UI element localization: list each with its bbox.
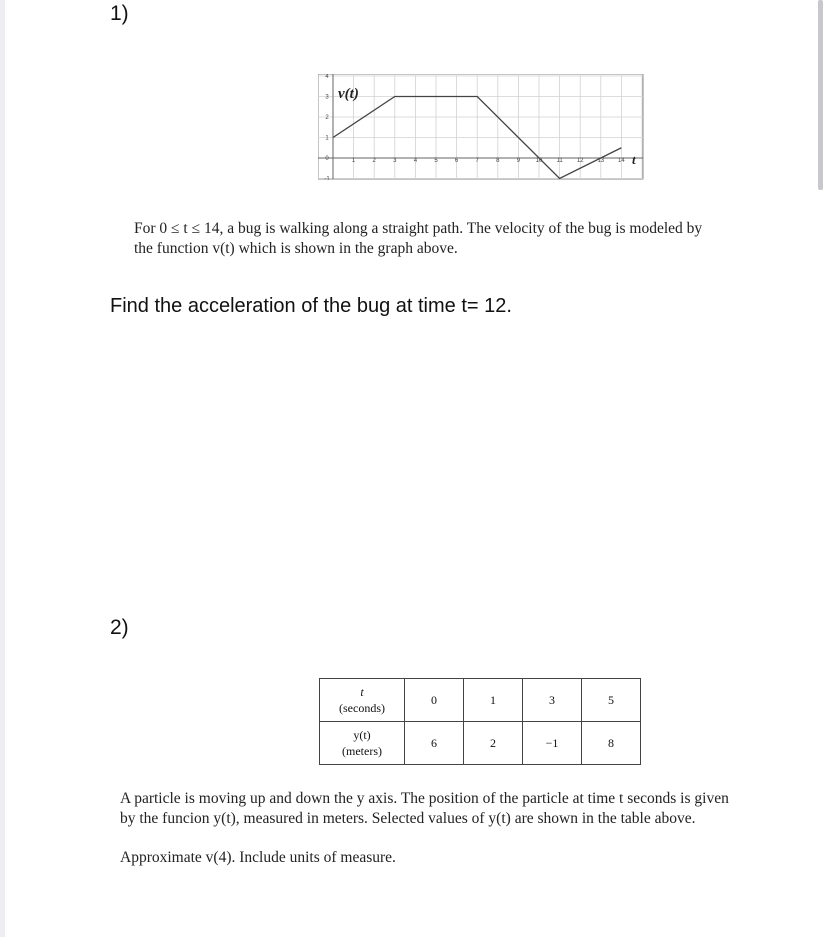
- question-1-description-line1: For 0 ≤ t ≤ 14, a bug is walking along a straight path. The velocity of the bug is modeled by: [134, 220, 703, 237]
- header-t-unit: (seconds): [339, 701, 385, 715]
- y-tick-label: 2: [325, 115, 329, 121]
- header-y-symbol: y(t): [353, 728, 371, 742]
- question-1-description-line2: the function v(t) which is shown in the graph above.: [134, 240, 458, 257]
- header-t-symbol: t: [360, 685, 364, 699]
- question-1-prompt: Find the acceleration of the bug at time t= 12.: [110, 295, 512, 317]
- x-tick-label: 14: [618, 158, 625, 164]
- table-cell: 3: [523, 679, 582, 722]
- table-cell: −1: [523, 722, 582, 765]
- y-tick-label: 1: [325, 135, 329, 142]
- page-left-edge: [0, 0, 5, 937]
- table-cell: 0: [405, 679, 464, 722]
- table-row-y: [320, 722, 641, 765]
- question-1-description: [134, 219, 784, 259]
- graph-t-axis-label: t: [632, 152, 636, 167]
- table-cell: 8: [582, 722, 641, 765]
- x-tick-label: 8: [496, 158, 500, 164]
- x-tick-label: 3: [393, 158, 397, 164]
- x-tick-label: 12: [576, 158, 584, 164]
- x-tick-label: 4: [413, 158, 418, 164]
- question-1-number: 1): [110, 2, 129, 25]
- y-tick-label: 4: [325, 74, 329, 80]
- x-tick-label: 9: [516, 158, 521, 164]
- y-tick-label: 0: [325, 156, 329, 162]
- x-tick-label: 6: [454, 158, 459, 164]
- x-tick-label: 2: [372, 158, 376, 164]
- table-cell: 1: [464, 679, 523, 722]
- velocity-graph: [318, 74, 644, 180]
- table-header-y: [320, 722, 405, 765]
- x-tick-label: 11: [556, 158, 563, 164]
- table-cell: 6: [405, 722, 464, 765]
- x-tick-label: 5: [434, 158, 438, 164]
- question-2-description: [120, 789, 810, 829]
- table-header-t: [320, 679, 405, 722]
- table-cell: 2: [464, 722, 523, 765]
- position-table: [319, 678, 641, 765]
- scrollbar[interactable]: [818, 0, 823, 190]
- y-tick-label: -1: [324, 176, 330, 180]
- graph-frame: [318, 74, 643, 179]
- x-tick-label: 10: [535, 158, 543, 164]
- question-2-number: 2): [110, 616, 129, 639]
- graph-function-label: v(t): [338, 86, 359, 102]
- x-tick-label: 1: [351, 158, 356, 164]
- y-tick-label: 3: [325, 94, 329, 101]
- question-2-prompt: Approximate v(4). Include units of measure.: [120, 849, 396, 866]
- question-2-description-line1: A particle is moving up and down the y axis. The position of the particle at time t seconds is given: [120, 790, 729, 807]
- x-tick-label: 13: [597, 158, 605, 164]
- table-cell: 5: [582, 679, 641, 722]
- question-2-description-line2: by the funcion y(t), measured in meters. Selected values of y(t) are shown in the table above.: [120, 810, 696, 827]
- x-tick-label: 7: [475, 158, 479, 164]
- header-y-unit: (meters): [342, 744, 382, 758]
- table-row-t: [320, 679, 641, 722]
